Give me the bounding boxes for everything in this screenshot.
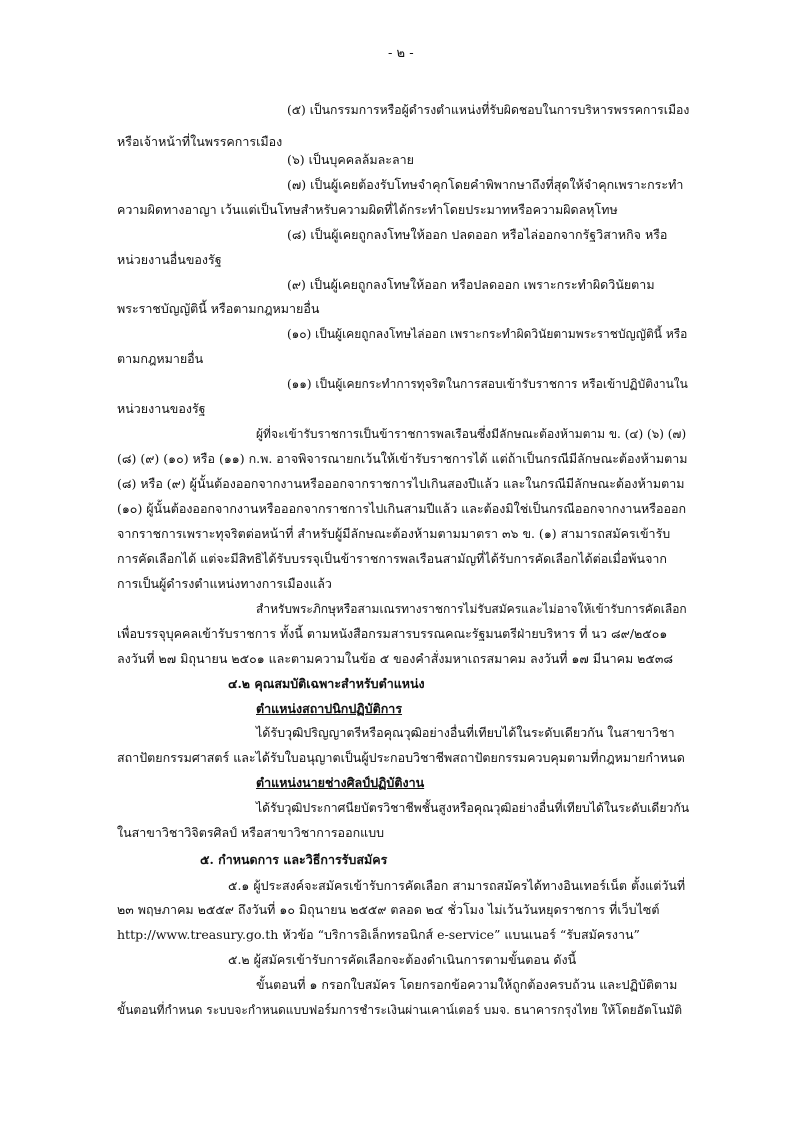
text-line: ขั้นตอนที่ ๑ กรอกใบสมัคร โดยกรอกข้อความให้ถูกต้องครบถ้วน และปฏิบัติตาม bbox=[256, 977, 678, 992]
text-line: ตามกฎหมายอื่น bbox=[117, 351, 204, 366]
text-line: (๕) เป็นกรรมการหรือผู้ดำรงตำแหน่งที่รับผิดชอบในการบริหารพรรคการเมือง bbox=[287, 103, 690, 117]
position-heading: ตำแหน่งนายช่างศิลป์ปฏิบัติงาน bbox=[256, 775, 425, 790]
text-line: หรือเจ้าหน้าที่ในพรรคการเมือง bbox=[117, 134, 283, 149]
text-line: การคัดเลือกได้ แต่จะมีสิทธิได้รับบรรจุเป็นข้าราชการพลเรือนสามัญที่ได้รับการคัดเลือกได้ต่อเมื่อพ้นจาก bbox=[117, 551, 667, 566]
text-line: ลงวันที่ ๒๗ มิถุนายน ๒๕๐๑ และตามความในข้อ ๕ ของคำสั่งมหาเถรสมาคม ลงวันที่ ๑๗ มีนาคม ๒๕๓๘ bbox=[117, 651, 674, 666]
text-line: สำหรับพระภิกษุหรือสามเณรทางราชการไม่รับสมัครและไม่อาจให้เข้ารับการคัดเลือก bbox=[256, 602, 687, 616]
text-line: จากราชการเพราะทุจริตต่อหน้าที่ สำหรับผู้มีลักษณะต้องห้ามตามมาตรา ๓๖ ข. (๑) สามารถสมัครเข้ารับ bbox=[117, 526, 671, 541]
section-heading: ๔.๒ คุณสมบัติเฉพาะสำหรับตำแหน่ง bbox=[228, 676, 425, 691]
text-line: (๑๐) ผู้นั้นต้องออกจากงานหรือออกจากราชการไปเกินสามปีแล้ว และต้องมิใช่เป็นกรณีออกจากงานหรือออก bbox=[117, 501, 687, 516]
text-line: ได้รับวุฒิปริญญาตรีหรือคุณวุฒิอย่างอื่นที่เทียบได้ในระดับเดียวกัน ในสาขาวิชา bbox=[256, 725, 675, 740]
page-number: - ๒ - bbox=[388, 46, 414, 61]
text-line: (๙) เป็นผู้เคยถูกลงโทษให้ออก หรือปลดออก เพราะกระทำผิดวินัยตาม bbox=[287, 277, 655, 292]
text-line: หน่วยงานของรัฐ bbox=[117, 401, 206, 416]
text-line: พระราชบัญญัตินี้ หรือตามกฎหมายอื่น bbox=[117, 301, 320, 316]
text-line: ๕.๑ ผู้ประสงค์จะสมัครเข้ารับการคัดเลือก สามารถสมัครได้ทางอินเทอร์เน็ต ตั้งแต่วันที่ bbox=[228, 878, 686, 893]
text-line: ขั้นตอนที่กำหนด ระบบจะกำหนดแบบฟอร์มการชำระเงินผ่านเคาน์เตอร์ บมจ. ธนาคารกรุงไทย ให้โดยอัตโนมัติ bbox=[117, 1003, 682, 1017]
text-line: เพื่อบรรจุบุคคลเข้ารับราชการ ทั้งนี้ ตามหนังสือกรมสารบรรณคณะรัฐมนตรีฝ่ายบริหาร ที่ นว ๘๙/๒๕๐๑ bbox=[117, 626, 668, 641]
text-line: (๖) เป็นบุคคลล้มละลาย bbox=[287, 152, 415, 167]
text-line: ความผิดทางอาญา เว้นแต่เป็นโทษสำหรับความผิดที่ได้กระทำโดยประมาทหรือความผิดลหุโทษ bbox=[117, 202, 618, 217]
text-line: ๕.๒ ผู้สมัครเข้ารับการคัดเลือกจะต้องดำเนินการตามขั้นตอน ดังนี้ bbox=[228, 952, 577, 967]
text-line: สถาปัตยกรรมศาสตร์ และได้รับใบอนุญาตเป็นผู้ประกอบวิชาชีพสถาปัตยกรรมควบคุมตามที่กฎหมายกำหนด bbox=[117, 750, 685, 765]
text-line: (๑๑) เป็นผู้เคยกระทำการทุจริตในการสอบเข้ารับราชการ หรือเข้าปฏิบัติงานใน bbox=[287, 377, 688, 391]
text-line: การเป็นผู้ดำรงตำแหน่งทางการเมืองแล้ว bbox=[117, 576, 332, 591]
text-line: (๘) เป็นผู้เคยถูกลงโทษให้ออก ปลดออก หรือไล่ออกจากรัฐวิสาหกิจ หรือ bbox=[287, 227, 668, 242]
text-line: ๒๓ พฤษภาคม ๒๕๕๙ ถึงวันที่ ๑๐ มิถุนายน ๒๕๕๙ ตลอด ๒๔ ชั่วโมง ไม่เว้นวันหยุดราชการ ที่เว็บไซต์ bbox=[117, 902, 660, 917]
section-heading: ๕. กำหนดการ และวิธีการรับสมัคร bbox=[200, 852, 388, 867]
text-line: หน่วยงานอื่นของรัฐ bbox=[117, 252, 222, 267]
text-line: http://www.treasury.go.th หัวข้อ “บริการอิเล็กทรอนิกส์ e-service” แบนเนอร์ “รับสมัครงาน” bbox=[117, 927, 640, 942]
text-line: ได้รับวุฒิประกาศนียบัตรวิชาชีพชั้นสูงหรือคุณวุฒิอย่างอื่นที่เทียบได้ในระดับเดียวกัน bbox=[256, 801, 690, 815]
text-line: (๑๐) เป็นผู้เคยถูกลงโทษไล่ออก เพราะกระทำผิดวินัยตามพระราชบัญญัตินี้ หรือ bbox=[287, 327, 688, 341]
text-line: (๗) เป็นผู้เคยต้องรับโทษจำคุกโดยคำพิพากษาถึงที่สุดให้จำคุกเพราะกระทำ bbox=[287, 177, 684, 192]
text-line: ผู้ที่จะเข้ารับราชการเป็นข้าราชการพลเรือนซึ่งมีลักษณะต้องห้ามตาม ข. (๔) (๖) (๗) bbox=[256, 427, 687, 441]
text-line: ในสาขาวิชาวิจิตรศิลป์ หรือสาขาวิชาการออกแบบ bbox=[117, 825, 385, 840]
position-heading: ตำแหน่งสถาปนิกปฏิบัติการ bbox=[256, 701, 403, 716]
text-line: (๘) (๙) (๑๐) หรือ (๑๑) ก.พ. อาจพิจารณายกเว้นให้เข้ารับราชการได้ แต่ถ้าเป็นกรณีมีลักษณะต้องห้ามตาม bbox=[117, 451, 688, 466]
text-line: (๘) หรือ (๙) ผู้นั้นต้องออกจากงานหรือออกจากราชการไปเกินสองปีแล้ว และในกรณีมีลักษณะต้องห้ามตาม bbox=[117, 476, 685, 491]
